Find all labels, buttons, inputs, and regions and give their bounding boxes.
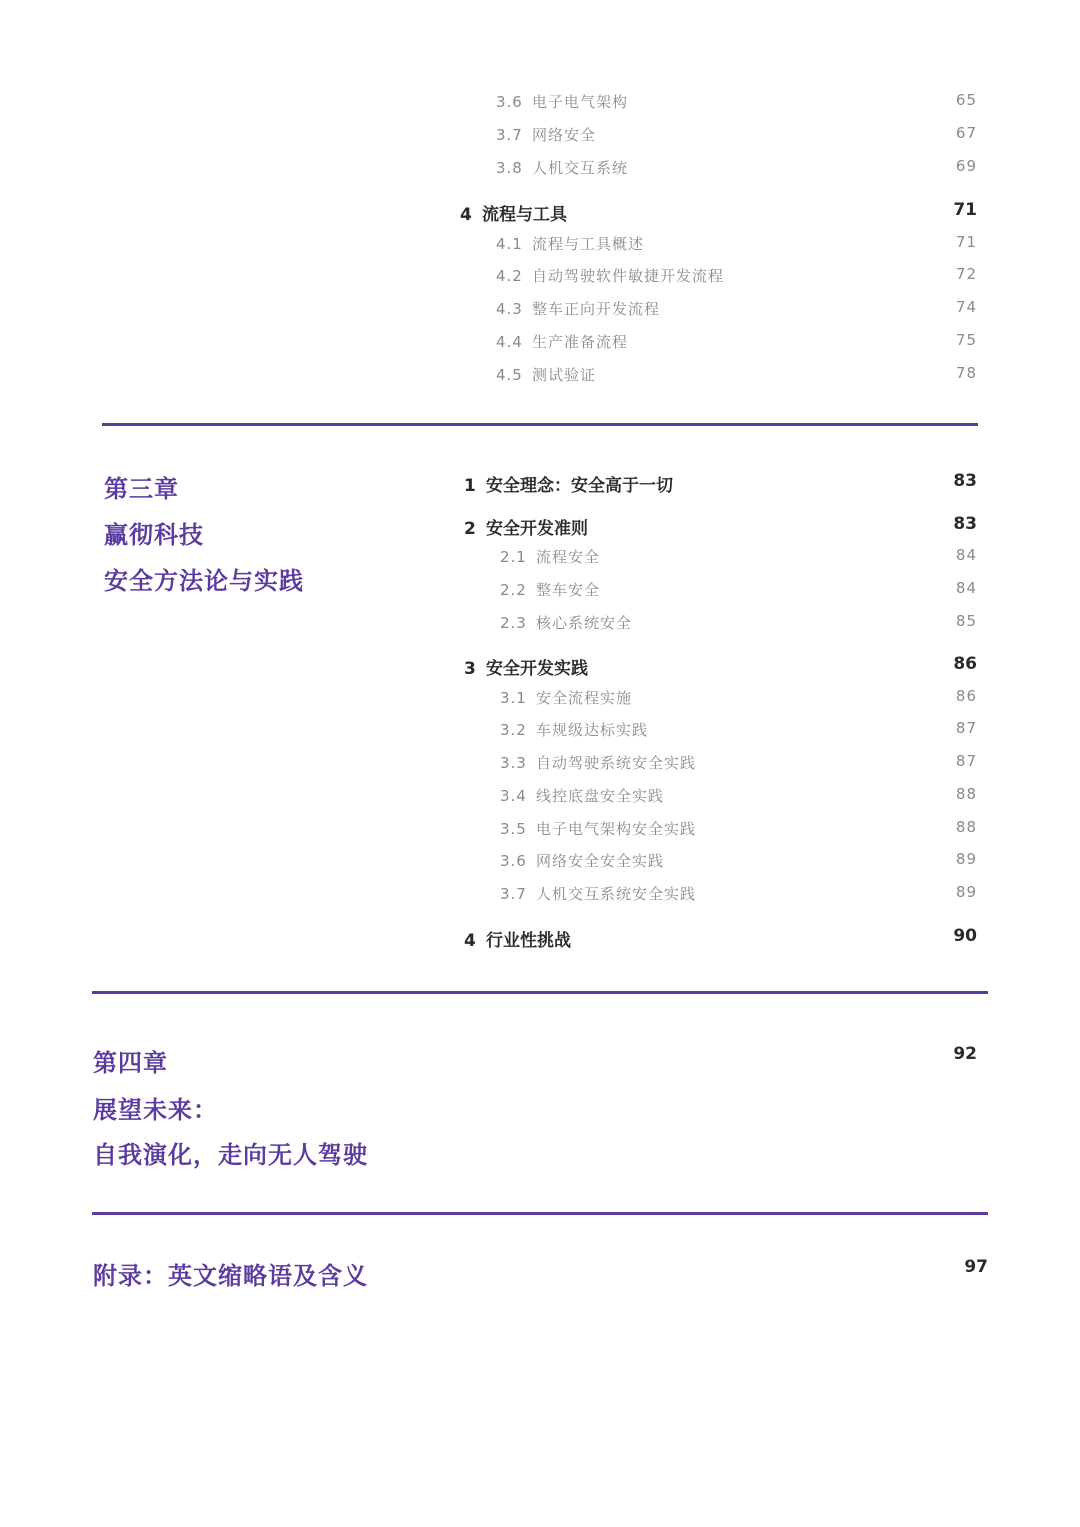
chapter-label[interactable]: 第三章 xyxy=(104,475,179,503)
toc-entry-page: 87 xyxy=(955,719,977,737)
toc-entry-title: 安全流程实施 xyxy=(536,689,633,707)
section-divider xyxy=(102,423,978,426)
toc-entry-page: 88 xyxy=(955,785,977,803)
toc-entry-number: 3.5 xyxy=(500,820,527,838)
toc-entry[interactable] xyxy=(496,157,628,178)
toc-section-title: 行业性挑战 xyxy=(486,931,571,951)
toc-entry-page: 85 xyxy=(955,612,977,630)
toc-entry-title: 整车正向开发流程 xyxy=(532,300,661,318)
toc-entry-title: 核心系统安全 xyxy=(536,614,633,632)
toc-entry[interactable] xyxy=(500,883,696,904)
toc-entry[interactable] xyxy=(500,687,632,708)
toc-entry-title: 人机交互系统安全实践 xyxy=(536,885,697,903)
toc-entry[interactable] xyxy=(500,752,696,773)
toc-entry-page: 88 xyxy=(955,818,977,836)
toc-entry-title: 网络安全 xyxy=(532,126,597,144)
toc-entry-number: 3.2 xyxy=(500,721,527,739)
appendix-title[interactable]: 附录：英文缩略语及含义 xyxy=(93,1262,368,1290)
toc-section-heading[interactable] xyxy=(460,200,567,225)
toc-entry-page: 89 xyxy=(955,850,977,868)
chapter-label[interactable]: 第四章 xyxy=(93,1049,168,1077)
toc-section-number: 2 xyxy=(464,519,476,539)
toc-entry[interactable] xyxy=(496,233,644,254)
section-divider xyxy=(92,1212,988,1215)
toc-entry[interactable] xyxy=(500,850,664,871)
toc-entry-title: 整车安全 xyxy=(536,581,601,599)
toc-section-page: 83 xyxy=(953,471,977,491)
chapter-title-line: 赢彻科技 xyxy=(104,521,204,549)
toc-section-number: 3 xyxy=(464,659,476,679)
toc-entry-number: 2.1 xyxy=(500,548,527,566)
toc-entry[interactable] xyxy=(496,331,628,352)
toc-entry[interactable] xyxy=(500,785,664,806)
toc-section-title: 流程与工具 xyxy=(482,205,567,225)
toc-entry[interactable] xyxy=(500,818,696,839)
toc-entry-number: 4.2 xyxy=(496,267,523,285)
toc-section-heading[interactable] xyxy=(464,471,673,496)
toc-entry-page: 87 xyxy=(955,752,977,770)
toc-entry-title: 线控底盘安全实践 xyxy=(536,787,665,805)
toc-entry[interactable] xyxy=(500,612,632,633)
chapter-title-line: 安全方法论与实践 xyxy=(104,567,304,595)
toc-entry[interactable] xyxy=(500,579,600,600)
toc-entry-title: 测试验证 xyxy=(532,366,597,384)
toc-entry[interactable] xyxy=(500,546,600,567)
toc-entry-number: 2.3 xyxy=(500,614,527,632)
toc-entry-page: 67 xyxy=(955,124,977,142)
toc-entry[interactable] xyxy=(496,91,628,112)
toc-section-title: 安全开发准则 xyxy=(486,519,588,539)
toc-entry-number: 4.5 xyxy=(496,366,523,384)
toc-entry-number: 3.6 xyxy=(496,93,523,111)
toc-section-title: 安全理念：安全高于一切 xyxy=(486,476,673,496)
toc-entry-title: 自动驾驶系统安全实践 xyxy=(536,754,697,772)
toc-entry[interactable] xyxy=(500,719,648,740)
toc-entry-page: 69 xyxy=(955,157,977,175)
toc-section-number: 4 xyxy=(464,931,476,951)
toc-entry-page: 65 xyxy=(955,91,977,109)
toc-section-page: 86 xyxy=(953,654,977,674)
toc-section-heading[interactable] xyxy=(464,926,571,951)
toc-entry-page: 78 xyxy=(955,364,977,382)
toc-entry-page: 84 xyxy=(955,579,977,597)
toc-entry-number: 3.4 xyxy=(500,787,527,805)
toc-entry-title: 电子电气架构安全实践 xyxy=(536,820,697,838)
toc-section-page: 90 xyxy=(953,926,977,946)
toc-entry-title: 人机交互系统 xyxy=(532,159,629,177)
section-divider xyxy=(92,991,988,994)
toc-entry-page: 86 xyxy=(955,687,977,705)
toc-section-title: 安全开发实践 xyxy=(486,659,588,679)
toc-entry-number: 3.7 xyxy=(496,126,523,144)
toc-entry-number: 2.2 xyxy=(500,581,527,599)
toc-entry-title: 电子电气架构 xyxy=(532,93,629,111)
toc-entry-page: 71 xyxy=(955,233,977,251)
toc-entry-page: 84 xyxy=(955,546,977,564)
toc-section-number: 1 xyxy=(464,476,476,496)
toc-entry-number: 3.3 xyxy=(500,754,527,772)
chapter-title-line: 展望未来： xyxy=(93,1096,218,1124)
toc-entry-title: 流程与工具概述 xyxy=(532,235,645,253)
toc-entry-number: 3.7 xyxy=(500,885,527,903)
toc-entry[interactable] xyxy=(496,265,724,286)
toc-entry-number: 3.8 xyxy=(496,159,523,177)
toc-entry-page: 72 xyxy=(955,265,977,283)
toc-entry-number: 3.1 xyxy=(500,689,527,707)
toc-entry-number: 4.4 xyxy=(496,333,523,351)
toc-section-page: 83 xyxy=(953,514,977,534)
toc-entry-title: 网络安全安全实践 xyxy=(536,852,665,870)
toc-entry-number: 3.6 xyxy=(500,852,527,870)
toc-entry[interactable] xyxy=(496,364,596,385)
chapter-title-line: 自我演化，走向无人驾驶 xyxy=(93,1141,368,1169)
toc-section-heading[interactable] xyxy=(464,514,588,539)
toc-section-number: 4 xyxy=(460,205,472,225)
toc-entry-page: 74 xyxy=(955,298,977,316)
toc-entry-page: 75 xyxy=(955,331,977,349)
toc-entry-number: 4.3 xyxy=(496,300,523,318)
toc-entry-number: 4.1 xyxy=(496,235,523,253)
toc-entry-page: 89 xyxy=(955,883,977,901)
appendix-page: 97 xyxy=(964,1257,988,1277)
toc-entry-title: 流程安全 xyxy=(536,548,601,566)
chapter-page: 92 xyxy=(953,1044,977,1064)
toc-entry-title: 车规级达标实践 xyxy=(536,721,649,739)
toc-entry-title: 生产准备流程 xyxy=(532,333,629,351)
toc-entry[interactable] xyxy=(496,124,596,145)
toc-section-page: 71 xyxy=(953,200,977,220)
toc-entry-title: 自动驾驶软件敏捷开发流程 xyxy=(532,267,725,285)
toc-entry[interactable] xyxy=(496,298,660,319)
toc-section-heading[interactable] xyxy=(464,654,588,679)
